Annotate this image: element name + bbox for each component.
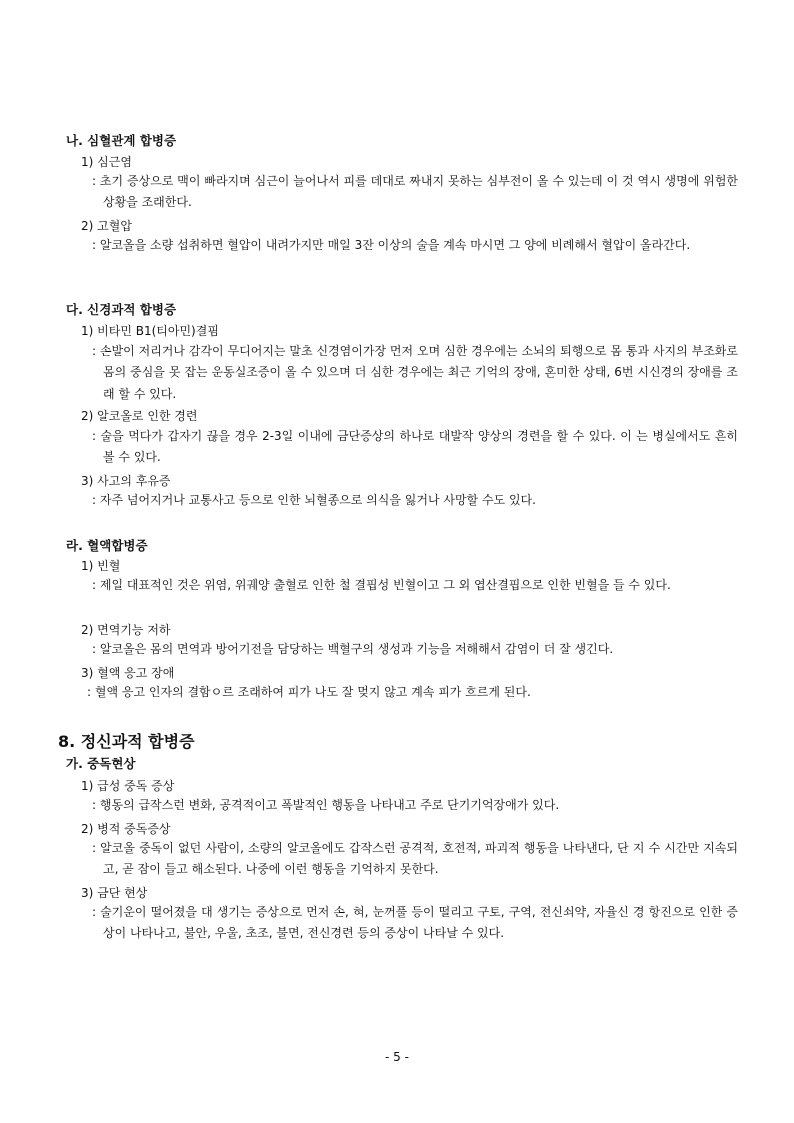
item-text-accident-sequelae: : 자주 넘어지거나 교통사고 등으로 인한 뇌혈종으로 의식을 잃거나 사망할 수도 있다. — [92, 493, 536, 507]
item-text-seizure: : 술을 먹다가 갑자기 끊을 경우 2-3일 이내에 금단증상의 하나로 대발작 양상의 경련을 할 수 있다. 이 는 병실에서도 흔히 볼 수 있다. — [92, 429, 738, 465]
item-text-hypertension: : 알코올을 소량 섭취하면 혈압이 내려가지만 매일 3잔 이상의 술을 계속 마시면 그 양에 비례해서 혈압이 올라간다. — [92, 238, 691, 252]
section-heading-cardiovascular: 나. 심혈관계 합병증 — [66, 133, 177, 148]
item-text-pathological-intoxication: : 알코올 중독이 없던 사람이, 소량의 알코올에도 갑작스런 공격적, 호전적, 파괴적 행동을 나타낸다, 단 지 수 시간만 지속되고, 곧 잠이 들고 해소된다. 나중에 이런 행동을 기억하지 못한다. — [92, 841, 738, 877]
page-number: - 5 - — [385, 1050, 409, 1064]
item-text-acute-intoxication: : 행동의 급작스런 변화, 공격적이고 폭발적인 행동을 나타내고 주로 단기기억장애가 있다. — [92, 798, 560, 812]
item-title-coagulation: 3) 혈액 응고 장애 — [81, 666, 175, 680]
section-heading-blood: 라. 혈액합병증 — [66, 538, 148, 553]
chapter-title: 8. 정신과적 합병증 — [58, 732, 195, 751]
item-title-withdrawal: 3) 금단 현상 — [81, 886, 148, 900]
item-title-immune: 2) 면역기능 저하 — [81, 623, 171, 637]
item-title-seizure: 2) 알코올로 인한 경련 — [81, 409, 198, 423]
item-title-pathological-intoxication: 2) 병적 중독증상 — [81, 822, 171, 836]
item-title-vitamin-b1: 1) 비타민 B1(티아민)결핌 — [81, 324, 219, 338]
item-title-myocarditis: 1) 심근염 — [81, 155, 132, 169]
subheading-intoxication: 가. 중독현상 — [66, 756, 136, 771]
item-title-hypertension: 2) 고혈압 — [81, 219, 132, 233]
item-text-anemia: : 제일 대표적인 것은 위염, 위궤양 출혈로 인한 철 결핍성 빈혈이고 그 외 엽산결핍으로 인한 빈혈을 들 수 있다. — [92, 578, 671, 592]
item-title-accident-sequelae: 3) 사고의 후유증 — [81, 474, 171, 488]
item-text-vitamin-b1: : 손발이 저리거나 감각이 무디어지는 말초 신경염이가장 먼저 오며 심한 경우에는 소뇌의 퇴행으로 몸 통과 사지의 부조화로 몸의 중심을 못 잡는 운동실조증이 올 수 있으며 더 심한 경우에는 최근 기억의 장애, 혼미한 상태, 6번 시신경의 장애를 조래 할 수 있다. — [92, 344, 738, 401]
section-heading-neurological: 다. 신경과적 합병증 — [66, 302, 177, 317]
item-title-acute-intoxication: 1) 급성 중독 증상 — [81, 779, 175, 793]
item-text-immune: : 알코올은 몸의 면역과 방어기전을 담당하는 백혈구의 생성과 기능을 저해해서 감염이 더 잘 생긴다. — [92, 642, 614, 656]
item-text-coagulation: : 혈액 응고 인자의 결함ㅇ르 조래하여 피가 나도 잘 멎지 않고 계속 피가 흐르게 된다. — [87, 685, 531, 699]
item-title-anemia: 1) 빈혈 — [81, 559, 121, 573]
item-text-myocarditis: : 초기 증상으로 맥이 빠라지며 심근이 늘어나서 피를 데대로 짜내지 못하는 심부전이 올 수 있는데 이 것 역시 생명에 위험한 상황을 조래한다. — [92, 174, 738, 210]
item-text-withdrawal: : 술기운이 떨어졌을 대 생기는 증상으로 먼저 손, 혀, 눈꺼풀 등이 떨리고 구토, 구역, 전신쇠약, 자율신 경 항진으로 인한 증상이 나타나고, 불안, 우울, 초조, 불면, 전신경련 등의 증상이 나타날 수 있다. — [92, 905, 738, 941]
